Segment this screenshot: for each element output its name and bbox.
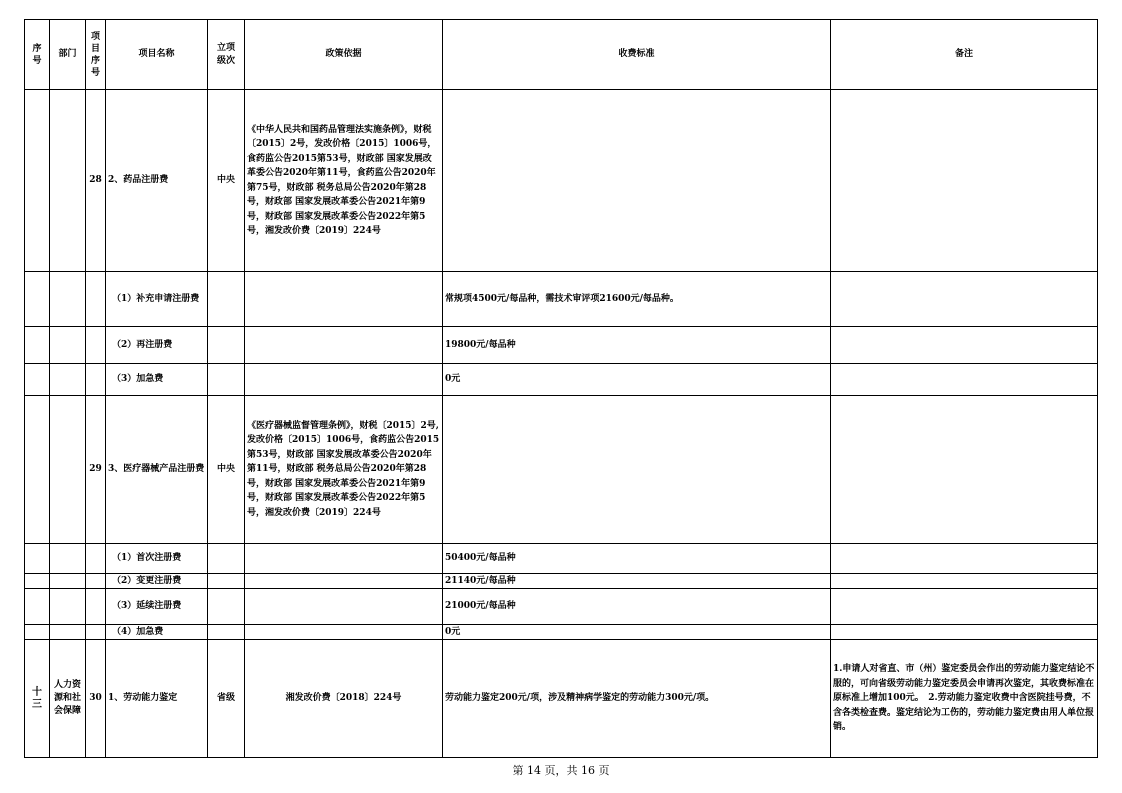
cell-fee: 19800元/每品种 [443, 327, 831, 364]
cell-item-no: 30 [86, 640, 106, 758]
cell-policy: 《中华人民共和国药品管理法实施条例》，财税〔2015〕2号，发改价格〔2015〕1006号，食药监公告2015第53号，财政部 国家发展改革委公告2020年第11号，食药监公告2020年第75号，财政部 税务总局公告2020年第28号，财政部 国家发展改革委公告2021年第9号，财政部 国家发展改革委公告2022年第5号，湘发改价费〔2019〕224号 [245, 90, 443, 272]
table-row [25, 90, 1098, 272]
header-row [25, 20, 1098, 90]
cell-fee: 常规项4500元/每品种，需技术审评项21600元/每品种。 [443, 272, 831, 327]
table-row [25, 272, 1098, 327]
fee-table [24, 19, 1098, 758]
cell-item-name: （3）延续注册费 [106, 589, 208, 625]
cell-dept: 人力资源和社会保障 [50, 640, 86, 758]
cell-fee: 50400元/每品种 [443, 544, 831, 574]
table-row [25, 574, 1098, 589]
cell-item-name: （2）再注册费 [106, 327, 208, 364]
cell-seq: 十三 [25, 640, 50, 758]
cell-item-name: 1、劳动能力鉴定 [106, 640, 208, 758]
header-item-no: 项目序号 [86, 20, 106, 90]
cell-dept [50, 90, 86, 272]
cell-remark: 1.申请人对省直、市（州）鉴定委员会作出的劳动能力鉴定结论不服的，可向省级劳动能力鉴定委员会申请再次鉴定，其收费标准在原标准上增加100元。 2.劳动能力鉴定收费中含医院挂号费，不含各类检查费。鉴定结论为工伤的，劳动能力鉴定费由用人单位报销。 [831, 640, 1098, 758]
cell-remark [831, 396, 1098, 544]
cell-fee: 劳动能力鉴定200元/项，涉及精神病学鉴定的劳动能力300元/项。 [443, 640, 831, 758]
header-level: 立项级次 [208, 20, 245, 90]
cell-remark [831, 90, 1098, 272]
table-row [25, 544, 1098, 574]
cell-fee: 21000元/每品种 [443, 589, 831, 625]
table-row [25, 396, 1098, 544]
cell-item-name: 3、医疗器械产品注册费 [106, 396, 208, 544]
header-dept: 部门 [50, 20, 86, 90]
cell-seq [25, 90, 50, 272]
cell-fee: 0元 [443, 364, 831, 396]
cell-item-no: 29 [86, 396, 106, 544]
cell-item-name: （3）加急费 [106, 364, 208, 396]
cell-fee: 0元 [443, 625, 831, 640]
table-row [25, 364, 1098, 396]
header-policy: 政策依据 [245, 20, 443, 90]
table-row [25, 327, 1098, 364]
cell-fee: 21140元/每品种 [443, 574, 831, 589]
cell-level: 中央 [208, 90, 245, 272]
cell-item-name: 2、药品注册费 [106, 90, 208, 272]
cell-policy: 《医疗器械监督管理条例》，财税〔2015〕2号,发改价格〔2015〕1006号，食药监公告2015第53号，财政部 国家发展改革委公告2020年第11号，财政部 税务总局公告2020年第28号，财政部 国家发展改革委公告2021年第9号，财政部 国家发展改革委公告2022年第5号，湘发改价费〔2019〕224号 [245, 396, 443, 544]
cell-level: 省级 [208, 640, 245, 758]
cell-level: 中央 [208, 396, 245, 544]
table-row [25, 589, 1098, 625]
header-seq: 序号 [25, 20, 50, 90]
table-row [25, 640, 1098, 758]
cell-item-name: （1）首次注册费 [106, 544, 208, 574]
cell-fee [443, 396, 831, 544]
cell-item-name: （1）补充申请注册费 [106, 272, 208, 327]
header-remark: 备注 [831, 20, 1098, 90]
cell-item-name: （4）加急费 [106, 625, 208, 640]
cell-item-no: 28 [86, 90, 106, 272]
header-fee: 收费标准 [443, 20, 831, 90]
header-item-name: 项目名称 [106, 20, 208, 90]
table-row [25, 625, 1098, 640]
cell-fee [443, 90, 831, 272]
cell-policy: 湘发改价费〔2018〕224号 [245, 640, 443, 758]
page-number: 第 14 页，共 16 页 [512, 764, 610, 777]
cell-item-name: （2）变更注册费 [106, 574, 208, 589]
